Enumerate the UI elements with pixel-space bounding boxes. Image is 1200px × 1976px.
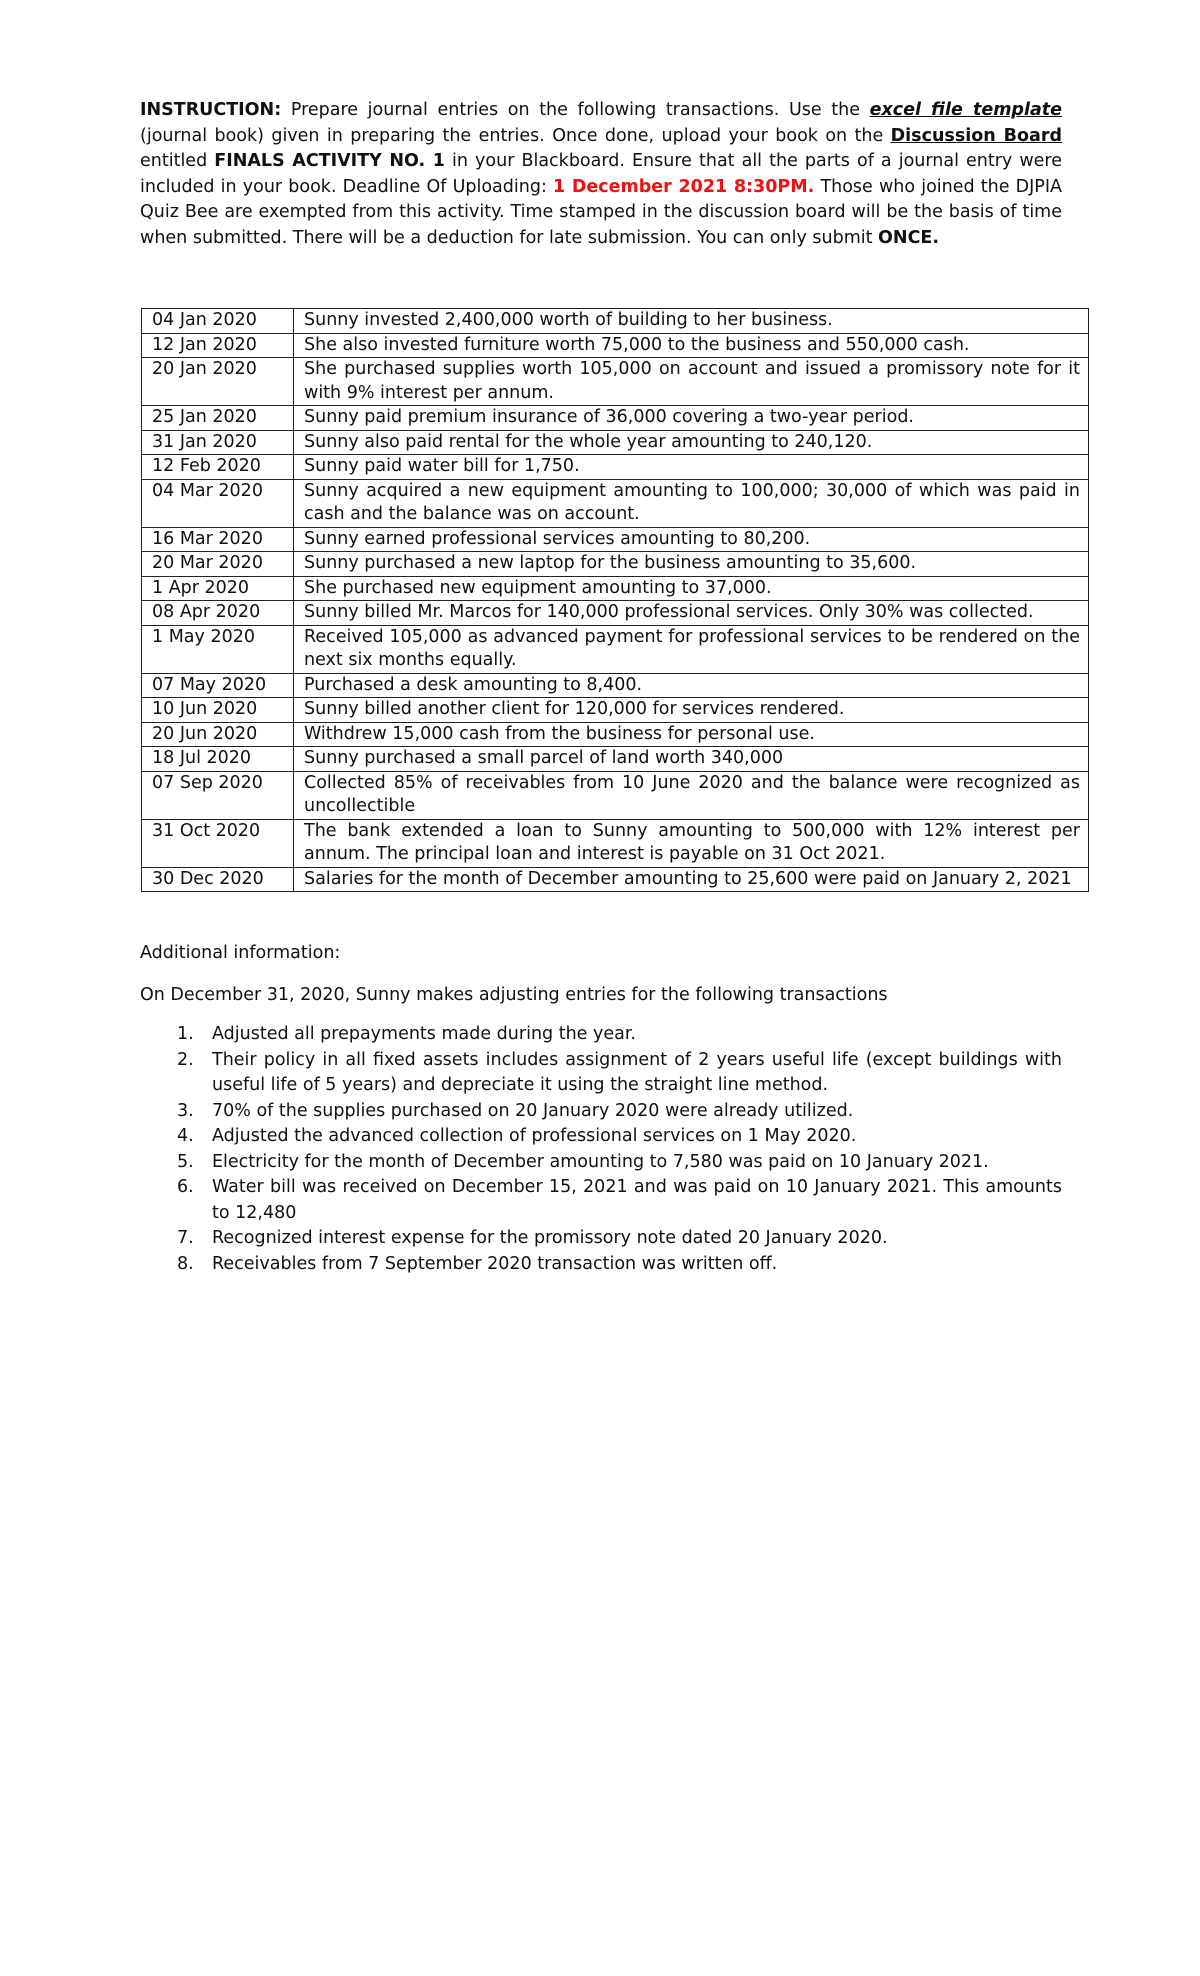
list-number: 6. (177, 1177, 194, 1197)
transaction-date: 12 Jan 2020 (142, 333, 294, 358)
transaction-description: Withdrew 15,000 cash from the business for personal use. (294, 722, 1089, 747)
list-item-text: Their policy in all fixed assets includes assignment of 2 years useful life (except buildings with useful life of 5 years) and depreciate it using the straight line method. (212, 1049, 1062, 1095)
transaction-date: 30 Dec 2020 (142, 867, 294, 892)
table-row (142, 625, 1089, 673)
transaction-description: Collected 85% of receivables from 10 June 2020 and the balance were recognized as uncollectible (294, 771, 1089, 819)
list-number: 8. (177, 1253, 194, 1274)
list-item-text: Recognized interest expense for the promissory note dated 20 January 2020. (212, 1228, 888, 1248)
transactions-table (141, 308, 1089, 892)
list-number: 1. (177, 1024, 194, 1044)
list-item (140, 1099, 1062, 1125)
excel-template-link[interactable]: excel file template (869, 100, 1062, 120)
transaction-date: 31 Oct 2020 (142, 819, 294, 867)
list-item (140, 1175, 1062, 1226)
table-row (142, 455, 1089, 480)
discussion-board-link[interactable]: Discussion Board (890, 125, 1062, 146)
table-row (142, 673, 1089, 698)
table-row (142, 747, 1089, 772)
list-item-text: 70% of the supplies purchased on 20 January 2020 were already utilized. (212, 1100, 854, 1121)
transaction-description: She also invested furniture worth 75,000 to the business and 550,000 cash. (294, 333, 1089, 358)
list-item-text: Electricity for the month of December amounting to 7,580 was paid on 10 January 2021. (212, 1151, 989, 1172)
transaction-date: 07 Sep 2020 (142, 771, 294, 819)
list-number: 2. (177, 1049, 194, 1070)
additional-info-heading: Additional information: (140, 943, 341, 963)
transaction-date: 25 Jan 2020 (142, 406, 294, 431)
list-item (140, 1022, 1062, 1048)
transaction-date: 20 Jun 2020 (142, 722, 294, 747)
deadline: 1 December 2021 8:30PM. (553, 176, 815, 197)
transaction-date: 1 Apr 2020 (142, 576, 294, 601)
table-row (142, 722, 1089, 747)
activity-title: FINALS ACTIVITY NO. 1 (214, 151, 445, 171)
adjusting-entries-list (140, 1022, 1062, 1277)
table-row (142, 358, 1089, 406)
transaction-description: She purchased supplies worth 105,000 on account and issued a promissory note for it with 9% interest per annum. (294, 358, 1089, 406)
list-item-text: Water bill was received on December 15, 2021 and was paid on 10 January 2021. This amounts to 12,480 (212, 1177, 1062, 1223)
instruction-label: INSTRUCTION: (140, 100, 282, 120)
list-item (140, 1124, 1062, 1150)
transaction-date: 04 Jan 2020 (142, 309, 294, 334)
table-row (142, 430, 1089, 455)
submit-once-note: ONCE. (878, 227, 940, 248)
transaction-date: 07 May 2020 (142, 673, 294, 698)
transaction-date: 16 Mar 2020 (142, 527, 294, 552)
transaction-description: Purchased a desk amounting to 8,400. (294, 673, 1089, 698)
list-number: 5. (177, 1151, 194, 1172)
transaction-date: 20 Mar 2020 (142, 552, 294, 577)
transaction-description: Salaries for the month of December amounting to 25,600 were paid on January 2, 2021 (294, 867, 1089, 892)
transaction-date: 18 Jul 2020 (142, 747, 294, 772)
transaction-description: Sunny paid water bill for 1,750. (294, 455, 1089, 480)
instruction-text-2: (journal book) given in preparing the entries. Once done, upload your book on the (140, 125, 891, 146)
transaction-description: Sunny purchased a small parcel of land worth 340,000 (294, 747, 1089, 772)
table-row (142, 601, 1089, 626)
instruction-text-1: Prepare journal entries on the following transactions. Use the (281, 100, 870, 120)
transaction-description: She purchased new equipment amounting to 37,000. (294, 576, 1089, 601)
table-row (142, 309, 1089, 334)
list-item (140, 1252, 1062, 1278)
transaction-date: 10 Jun 2020 (142, 698, 294, 723)
transaction-date: 20 Jan 2020 (142, 358, 294, 406)
transaction-description: Sunny billed another client for 120,000 for services rendered. (294, 698, 1089, 723)
transaction-description: Received 105,000 as advanced payment for professional services to be rendered on the next six months equally. (294, 625, 1089, 673)
transaction-description: The bank extended a loan to Sunny amounting to 500,000 with 12% interest per annum. The principal loan and interest is payable on 31 Oct 2021. (294, 819, 1089, 867)
list-number: 3. (177, 1100, 194, 1121)
transaction-description: Sunny paid premium insurance of 36,000 covering a two-year period. (294, 406, 1089, 431)
list-item-text: Receivables from 7 September 2020 transaction was written off. (212, 1253, 778, 1274)
transaction-description: Sunny billed Mr. Marcos for 140,000 professional services. Only 30% was collected. (294, 601, 1089, 626)
list-item-text: Adjusted the advanced collection of professional services on 1 May 2020. (212, 1126, 857, 1146)
table-row (142, 819, 1089, 867)
instruction-text-3: entitled (140, 151, 215, 171)
list-item (140, 1226, 1062, 1252)
list-number: 7. (177, 1228, 194, 1248)
table-row (142, 698, 1089, 723)
instruction-text-5: Those who joined the DJPIA Quiz Bee are exempted from this activity. Time stamped in the discussion board will be the basis of time when submitted. There will be a deduction for late submission. You can only submit (140, 176, 1062, 248)
transaction-date: 08 Apr 2020 (142, 601, 294, 626)
transaction-date: 12 Feb 2020 (142, 455, 294, 480)
list-number: 4. (177, 1126, 194, 1146)
transaction-date: 31 Jan 2020 (142, 430, 294, 455)
transaction-description: Sunny purchased a new laptop for the business amounting to 35,600. (294, 552, 1089, 577)
transaction-description: Sunny earned professional services amounting to 80,200. (294, 527, 1089, 552)
list-item-text: Adjusted all prepayments made during the year. (212, 1024, 636, 1044)
table-row (142, 479, 1089, 527)
list-item (140, 1150, 1062, 1176)
adjusting-entries-intro: On December 31, 2020, Sunny makes adjusting entries for the following transactions (140, 985, 888, 1005)
transaction-description: Sunny acquired a new equipment amounting to 100,000; 30,000 of which was paid in cash and the balance was on account. (294, 479, 1089, 527)
list-item (140, 1048, 1062, 1099)
table-row (142, 406, 1089, 431)
instruction-paragraph (140, 98, 1062, 251)
table-row (142, 527, 1089, 552)
transaction-date: 1 May 2020 (142, 625, 294, 673)
transaction-date: 04 Mar 2020 (142, 479, 294, 527)
table-row (142, 552, 1089, 577)
table-row (142, 771, 1089, 819)
transaction-description: Sunny invested 2,400,000 worth of building to her business. (294, 309, 1089, 334)
table-row (142, 333, 1089, 358)
table-row (142, 867, 1089, 892)
table-row (142, 576, 1089, 601)
instruction-text-4: in your Blackboard. Ensure that all the parts of a journal entry were included in your book. Deadline Of Uploading: (140, 151, 1063, 197)
transaction-description: Sunny also paid rental for the whole year amounting to 240,120. (294, 430, 1089, 455)
